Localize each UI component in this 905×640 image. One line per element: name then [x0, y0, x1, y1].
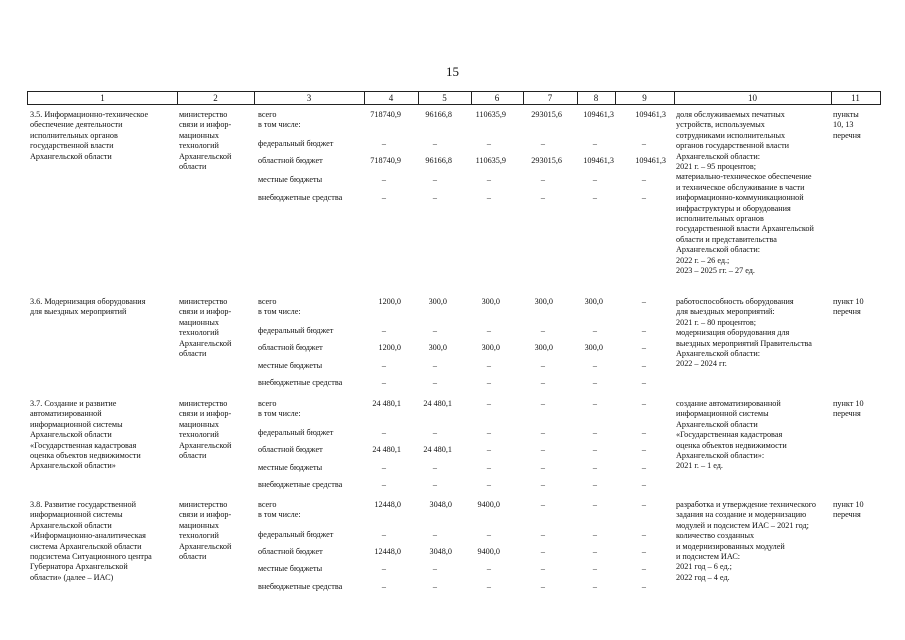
value-cell: – [641, 175, 646, 184]
value-cell: 24 480,1 [423, 399, 452, 408]
value-cell: 1200,0 [378, 343, 401, 352]
page-number: 15 [446, 64, 459, 79]
value-cell: – [592, 428, 597, 437]
value-cell: – [641, 193, 646, 202]
value-cell: 300,0 [584, 297, 603, 306]
reference-points: пункт 10 перечня [833, 297, 864, 317]
value-cell: – [641, 378, 646, 387]
value-cell: – [432, 530, 437, 539]
value-cell: – [592, 582, 597, 591]
value-cell: – [592, 445, 597, 454]
reference-points: пункт 10 перечня [833, 500, 864, 520]
value-cell: – [486, 480, 491, 489]
funding-label: местные бюджеты [258, 175, 323, 184]
value-cell: 110635,9 [475, 156, 506, 165]
value-cell: – [540, 582, 545, 591]
value-cell: – [641, 445, 646, 454]
value-cell: – [592, 530, 597, 539]
value-cell: – [486, 139, 491, 148]
header-col-10: 10 [748, 93, 757, 103]
value-cell: – [432, 193, 437, 202]
value-cell: – [486, 193, 491, 202]
value-cell: – [486, 564, 491, 573]
value-cell: – [432, 582, 437, 591]
value-cell: – [486, 175, 491, 184]
value-cell: – [381, 378, 386, 387]
header-col-3: 3 [306, 93, 312, 103]
value-cell: – [641, 547, 646, 556]
value-cell: – [641, 399, 646, 408]
value-cell: – [486, 445, 491, 454]
funding-label: всего в том числе: [258, 297, 301, 317]
value-cell: – [381, 139, 386, 148]
value-cell: – [540, 480, 545, 489]
value-cell: 1200,0 [378, 297, 401, 306]
value-cell: 300,0 [428, 297, 447, 306]
value-cell: – [641, 480, 646, 489]
value-cell: – [641, 139, 646, 148]
funding-label: внебюджетные средства [258, 193, 343, 202]
value-cell: 293015,6 [531, 156, 562, 165]
value-cell: 9400,0 [477, 500, 500, 509]
value-cell: – [641, 564, 646, 573]
value-cell: – [540, 175, 545, 184]
value-cell: – [432, 463, 437, 472]
value-cell: – [432, 378, 437, 387]
funding-label: всего в том числе: [258, 500, 301, 520]
value-cell: – [432, 480, 437, 489]
header-col-2: 2 [213, 93, 218, 103]
value-cell: – [486, 530, 491, 539]
value-cell: 24 480,1 [372, 399, 401, 408]
value-cell: 109461,3 [635, 156, 666, 165]
value-cell: – [381, 361, 386, 370]
reference-points: пункты 10, 13 перечня [833, 110, 861, 140]
value-cell: – [641, 297, 646, 306]
value-cell: – [540, 378, 545, 387]
value-cell: – [540, 564, 545, 573]
funding-label: областной бюджет [258, 547, 323, 556]
value-cell: 24 480,1 [372, 445, 401, 454]
activity-title: 3.5. Информационно-техническое обеспечение деятельности исполнительных органов государственной власти Архангельской области [30, 110, 149, 161]
value-cell: – [592, 564, 597, 573]
value-cell: – [381, 530, 386, 539]
header-col-5: 5 [442, 93, 447, 103]
value-cell: 12448,0 [374, 500, 401, 509]
header-col-1: 1 [100, 93, 105, 103]
value-cell: – [432, 139, 437, 148]
value-cell: – [486, 326, 491, 335]
value-cell: – [486, 399, 491, 408]
funding-label: федеральный бюджет [258, 530, 334, 539]
header-col-8: 8 [593, 93, 599, 103]
responsible-ministry: министерство связи и инфор- мационных технологий Архангельской области [179, 500, 232, 562]
value-cell: 300,0 [584, 343, 603, 352]
activity-title: 3.7. Создание и развитие автоматизированной информационной системы Архангельской области «Государственная кадастровая оценка объектов недвижимости Архангельской области» [30, 399, 141, 471]
responsible-ministry: министерство связи и инфор- мационных технологий Архангельской области [179, 110, 232, 172]
value-cell: – [641, 530, 646, 539]
expected-result: доля обслуживаемых печатных устройств, используемых сотрудниками исполнительных органов государственной власти Архангельской области: 2021 г. – 95 процентов; материально-техническое обеспечение и техническое обслуживание в части информационно-коммуникационной инфраструктуры и оборудования исполнительных органов государственной власти Архангельской области и представительства Архангельской области: 2022 г. – 26 ед.; 2023 – 2025 гг. – 27 ед. [676, 110, 814, 276]
value-cell: – [540, 500, 545, 509]
value-cell: – [592, 480, 597, 489]
funding-label: всего в том числе: [258, 110, 301, 130]
value-cell: – [592, 463, 597, 472]
header-col-4: 4 [388, 93, 394, 103]
value-cell: 109461,3 [583, 156, 614, 165]
value-cell: – [540, 399, 545, 408]
expected-result: создание автоматизированной информационной системы Архангельской области «Государственная кадастровая оценка объектов недвижимости Архангельской области»: 2021 г. – 1 ед. [676, 399, 787, 471]
value-cell: – [592, 139, 597, 148]
funding-label: областной бюджет [258, 343, 323, 352]
value-cell: – [486, 361, 491, 370]
value-cell: 109461,3 [635, 110, 666, 119]
value-cell: – [432, 175, 437, 184]
value-cell: – [592, 193, 597, 202]
header-col-11: 11 [851, 93, 860, 103]
value-cell: 293015,6 [531, 110, 562, 119]
value-cell: – [592, 378, 597, 387]
expected-result: работоспособность оборудования для выездных мероприятий: 2021 г. – 80 процентов; модернизация оборудования для выездных мероприятий Правительства Архангельской области: 2022 – 2024 гг. [676, 297, 812, 369]
value-cell: – [641, 582, 646, 591]
value-cell: – [381, 428, 386, 437]
value-cell: – [641, 500, 646, 509]
value-cell: – [540, 445, 545, 454]
value-cell: – [540, 361, 545, 370]
value-cell: – [540, 326, 545, 335]
value-cell: – [486, 378, 491, 387]
funding-label: внебюджетные средства [258, 582, 343, 591]
activity-title: 3.6. Модернизация оборудования для выездных мероприятий [30, 297, 146, 317]
table-header [27, 91, 881, 105]
value-cell: – [381, 193, 386, 202]
value-cell: 300,0 [534, 343, 553, 352]
funding-label: федеральный бюджет [258, 326, 334, 335]
header-col-9: 9 [642, 93, 647, 103]
responsible-ministry: министерство связи и инфор- мационных технологий Архангельской области [179, 399, 232, 461]
responsible-ministry: министерство связи и инфор- мационных технологий Архангельской области [179, 297, 232, 359]
value-cell: 24 480,1 [423, 445, 452, 454]
value-cell: – [432, 428, 437, 437]
reference-points: пункт 10 перечня [833, 399, 864, 419]
value-cell: – [381, 326, 386, 335]
value-cell: – [641, 326, 646, 335]
funding-label: местные бюджеты [258, 361, 323, 370]
value-cell: 300,0 [481, 343, 500, 352]
value-cell: – [540, 547, 545, 556]
value-cell: 96166,8 [425, 110, 452, 119]
value-cell: – [641, 463, 646, 472]
value-cell: – [381, 582, 386, 591]
funding-label: областной бюджет [258, 445, 323, 454]
value-cell: – [592, 500, 597, 509]
funding-label: местные бюджеты [258, 463, 323, 472]
value-cell: – [592, 326, 597, 335]
funding-label: областной бюджет [258, 156, 323, 165]
value-cell: – [592, 547, 597, 556]
value-cell: – [432, 564, 437, 573]
value-cell: – [641, 361, 646, 370]
value-cell: – [592, 175, 597, 184]
value-cell: 96166,8 [425, 156, 452, 165]
value-cell: – [540, 193, 545, 202]
value-cell: – [381, 175, 386, 184]
value-cell: – [641, 343, 646, 352]
value-cell: – [381, 480, 386, 489]
value-cell: – [381, 564, 386, 573]
value-cell: 300,0 [428, 343, 447, 352]
funding-label: федеральный бюджет [258, 428, 334, 437]
activity-title: 3.8. Развитие государственной информационной системы Архангельской области «Информационно-аналитическая система Архангельской области подсистема Ситуационного центра Губернатора Архангельской области» (далее – ИАС) [30, 500, 152, 582]
value-cell: 3048,0 [429, 547, 452, 556]
value-cell: – [381, 463, 386, 472]
value-cell: – [432, 361, 437, 370]
value-cell: – [540, 428, 545, 437]
header-col-6: 6 [494, 93, 500, 103]
expected-result: разработка и утверждение технического задания на создание и модернизацию модулей и подсистем ИАС – 2021 год; количество созданных и модернизированных модулей и подсистем ИАС: 2021 год – 6 ед.; 2022 год – 4 ед. [676, 500, 816, 582]
value-cell: 3048,0 [429, 500, 452, 509]
value-cell: 718740,9 [370, 156, 401, 165]
value-cell: 718740,9 [370, 110, 401, 119]
value-cell: 9400,0 [477, 547, 500, 556]
value-cell: 109461,3 [583, 110, 614, 119]
value-cell: 12448,0 [374, 547, 401, 556]
value-cell: – [592, 399, 597, 408]
value-cell: – [432, 326, 437, 335]
value-cell: – [540, 530, 545, 539]
funding-label: всего в том числе: [258, 399, 301, 419]
value-cell: – [540, 139, 545, 148]
value-cell: – [641, 428, 646, 437]
value-cell: 300,0 [481, 297, 500, 306]
value-cell: – [486, 428, 491, 437]
value-cell: 300,0 [534, 297, 553, 306]
funding-label: местные бюджеты [258, 564, 323, 573]
value-cell: 110635,9 [475, 110, 506, 119]
value-cell: – [540, 463, 545, 472]
funding-label: внебюджетные средства [258, 480, 343, 489]
value-cell: – [486, 582, 491, 591]
funding-label: внебюджетные средства [258, 378, 343, 387]
header-col-7: 7 [547, 93, 553, 103]
value-cell: – [592, 361, 597, 370]
funding-label: федеральный бюджет [258, 139, 334, 148]
value-cell: – [486, 463, 491, 472]
